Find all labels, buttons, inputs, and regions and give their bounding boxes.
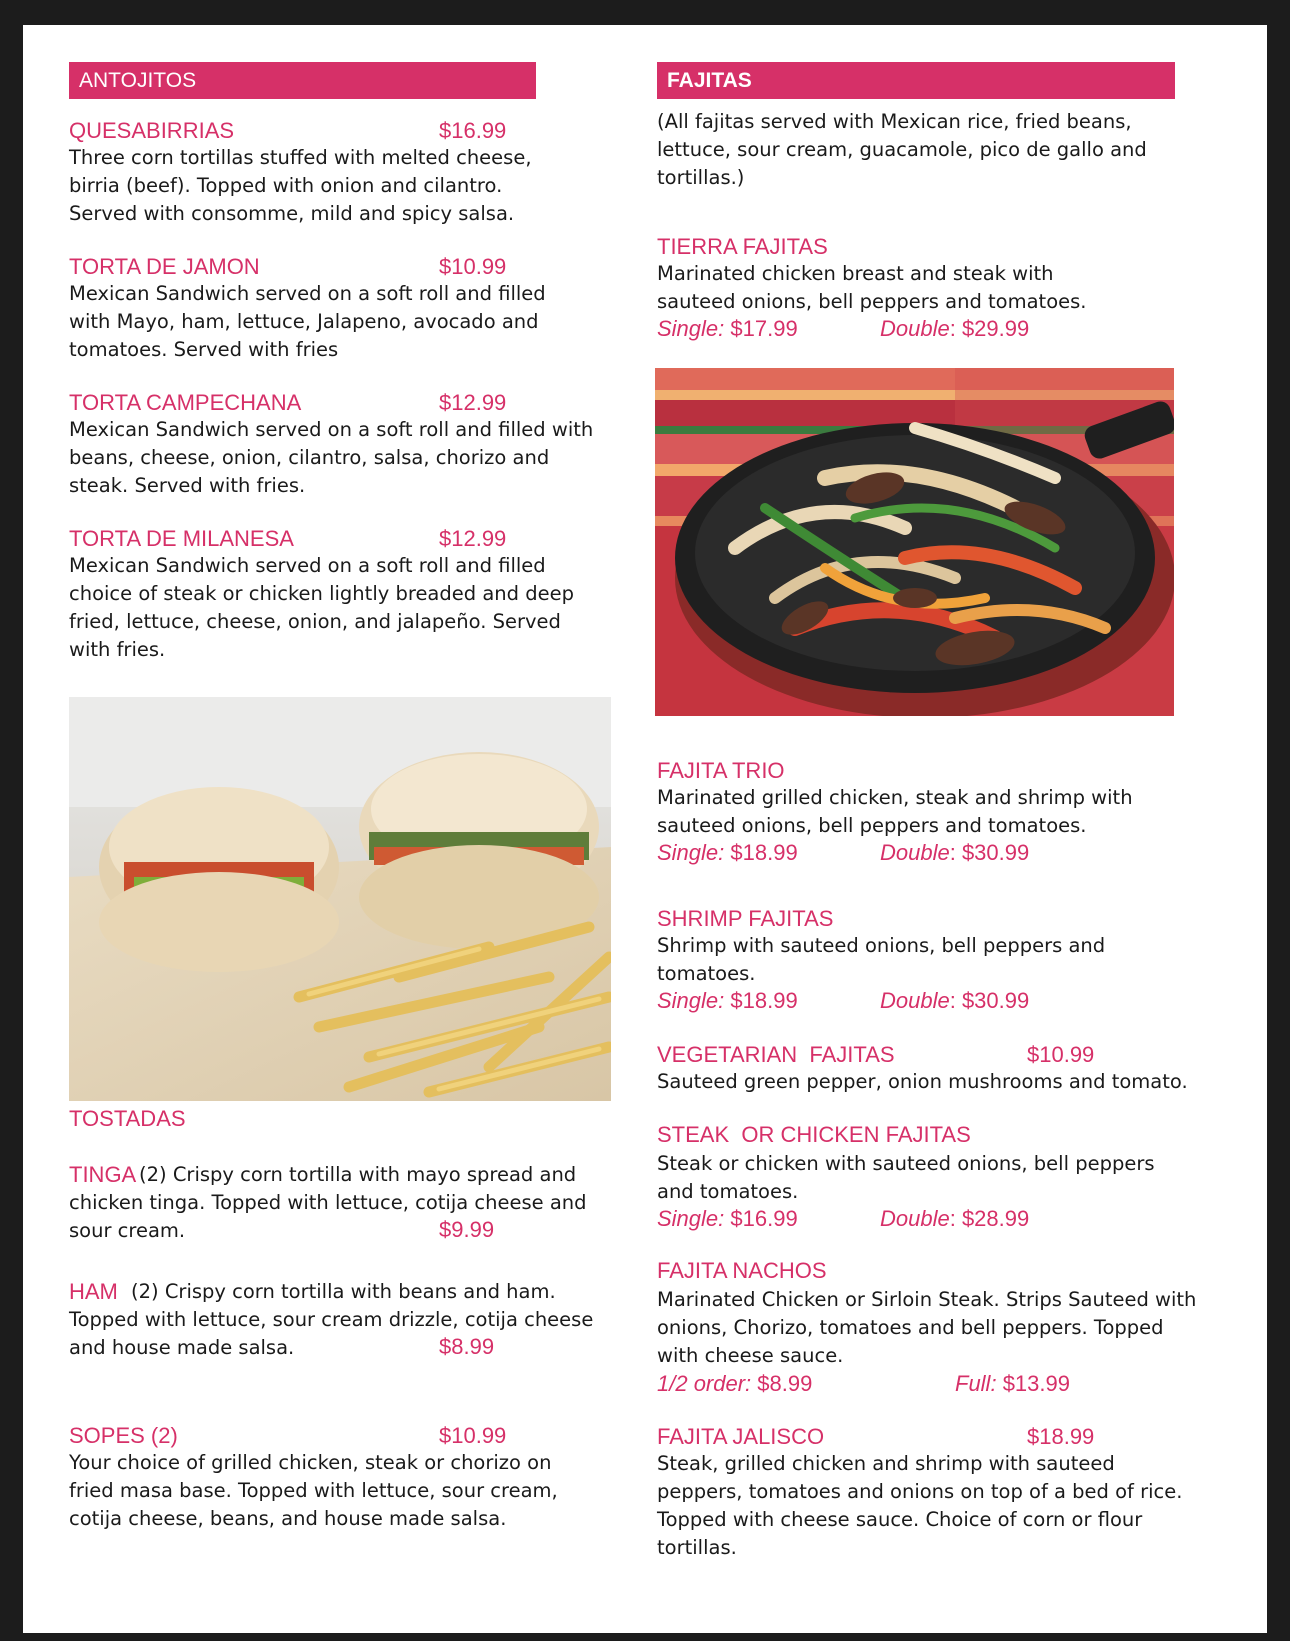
torta-photo xyxy=(69,697,611,1101)
option-single-shrimp: Single: $18.99 xyxy=(657,988,798,1013)
item-desc-ham-last: and house made salsa. xyxy=(69,1336,295,1359)
option-double-trio: Double: $30.99 xyxy=(880,840,1030,865)
item-desc-torta-de-jamon: Mexican Sandwich served on a soft roll and filled with Mayo, ham, lettuce, Jalapeno, avocado and tomatoes. Served with fries xyxy=(69,282,546,361)
item-desc-tinga-last: sour cream. xyxy=(69,1219,186,1242)
item-title-vegetarian-fajitas: VEGETARIAN FAJITAS xyxy=(657,1042,895,1067)
item-title-steak-chicken-fajitas: STEAK OR CHICKEN FAJITAS xyxy=(657,1122,971,1147)
section-header-antojitos: ANTOJITOS xyxy=(69,62,536,99)
item-desc-fajita-trio: Marinated grilled chicken, steak and shrimp with sauteed onions, bell peppers and tomatoes. xyxy=(657,786,1133,837)
option-single-steak-chicken: Single: $16.99 xyxy=(657,1206,798,1231)
item-title-fajita-nachos: FAJITA NACHOS xyxy=(657,1258,827,1283)
item-price-vegetarian-fajitas: $10.99 xyxy=(1027,1042,1095,1067)
item-price-sopes: $10.99 xyxy=(439,1423,507,1448)
item-desc-tinga-rest: chicken tinga. Topped with lettuce, cotija cheese and xyxy=(69,1191,587,1214)
item-desc-shrimp-fajitas: Shrimp with sauteed onions, bell peppers and tomatoes. xyxy=(657,934,1106,985)
item-desc-fajita-jalisco: Steak, grilled chicken and shrimp with sauteed peppers, tomatoes and onions on top of a bed of rice. Topped with cheese sauce. Choice of corn or flour tortillas. xyxy=(657,1452,1183,1559)
item-price-torta-de-jamon: $10.99 xyxy=(439,254,507,279)
item-title-torta-de-milanesa: TORTA DE MILANESA xyxy=(69,526,294,551)
item-desc-tierra-fajitas: Marinated chicken breast and steak with sauteed onions, bell peppers and tomatoes. xyxy=(657,262,1087,313)
section-header-fajitas: FAJITAS xyxy=(657,62,1175,99)
item-price-torta-de-milanesa: $12.99 xyxy=(439,526,507,551)
item-desc-torta-campechana: Mexican Sandwich served on a soft roll and filled with beans, cheese, onion, cilantro, salsa, chorizo and steak. Served with fries. xyxy=(69,418,594,497)
item-title-shrimp-fajitas: SHRIMP FAJITAS xyxy=(657,906,834,931)
option-double-shrimp: Double: $30.99 xyxy=(880,988,1030,1013)
item-desc-vegetarian-fajitas: Sauteed green pepper, onion mushrooms and tomato. xyxy=(657,1070,1188,1093)
item-price-fajita-jalisco: $18.99 xyxy=(1027,1424,1095,1449)
item-price-ham: $8.99 xyxy=(439,1334,495,1359)
item-desc-quesabirrias: Three corn tortillas stuffed with melted cheese, birria (beef). Topped with onion and cilantro. Served with consomme, mild and spicy salsa. xyxy=(69,146,532,225)
option-single-tierra: Single: $17.99 xyxy=(657,316,798,341)
item-desc-tinga-first: (2) Crispy corn tortilla with mayo spread and xyxy=(139,1163,577,1186)
option-full-nachos: Full: $13.99 xyxy=(955,1371,1070,1396)
item-title-tinga: TINGA xyxy=(69,1162,137,1187)
item-price-tinga: $9.99 xyxy=(439,1217,495,1242)
item-title-sopes: SOPES (2) xyxy=(69,1423,178,1448)
item-desc-sopes: Your choice of grilled chicken, steak or chorizo on fried masa base. Topped with lettuce, sour cream, cotija cheese, beans, and house made salsa. xyxy=(69,1451,558,1530)
fajita-photo xyxy=(655,368,1174,716)
item-price-torta-campechana: $12.99 xyxy=(439,390,507,415)
menu-page xyxy=(23,25,1267,1633)
option-double-tierra: Double: $29.99 xyxy=(880,316,1030,341)
item-title-ham: HAM xyxy=(69,1279,118,1304)
item-desc-steak-chicken-fajitas: Steak or chicken with sauteed onions, bell peppers and tomatoes. xyxy=(657,1152,1155,1203)
item-title-torta-de-jamon: TORTA DE JAMON xyxy=(69,254,260,279)
item-desc-fajita-nachos: Marinated Chicken or Sirloin Steak. Strips Sauteed with onions, Chorizo, tomatoes and bell peppers. Topped with cheese sauce. xyxy=(657,1288,1197,1367)
option-half-order-nachos: 1/2 order: $8.99 xyxy=(657,1371,813,1396)
item-desc-torta-de-milanesa: Mexican Sandwich served on a soft roll and filled choice of steak or chicken lightly breaded and deep fried, lettuce, cheese, onion, and jalapeño. Served with fries. xyxy=(69,554,574,661)
fajitas-intro: (All fajitas served with Mexican rice, fried beans, lettuce, sour cream, guacamole, pico de gallo and tortillas.) xyxy=(657,110,1147,189)
item-title-tierra-fajitas: TIERRA FAJITAS xyxy=(657,234,828,259)
item-title-fajita-jalisco: FAJITA JALISCO xyxy=(657,1424,825,1449)
item-title-torta-campechana: TORTA CAMPECHANA xyxy=(69,390,302,415)
option-single-trio: Single: $18.99 xyxy=(657,840,798,865)
item-desc-ham-first: (2) Crispy corn tortilla with beans and ham. xyxy=(131,1280,556,1303)
item-price-quesabirrias: $16.99 xyxy=(439,118,507,143)
item-title-quesabirrias: QUESABIRRIAS xyxy=(69,118,235,143)
item-title-fajita-trio: FAJITA TRIO xyxy=(657,758,785,783)
section-title-tostadas: TOSTADAS xyxy=(69,1106,186,1131)
option-double-steak-chicken: Double: $28.99 xyxy=(880,1206,1030,1231)
item-desc-ham-rest: Topped with lettuce, sour cream drizzle, cotija cheese xyxy=(69,1308,594,1331)
